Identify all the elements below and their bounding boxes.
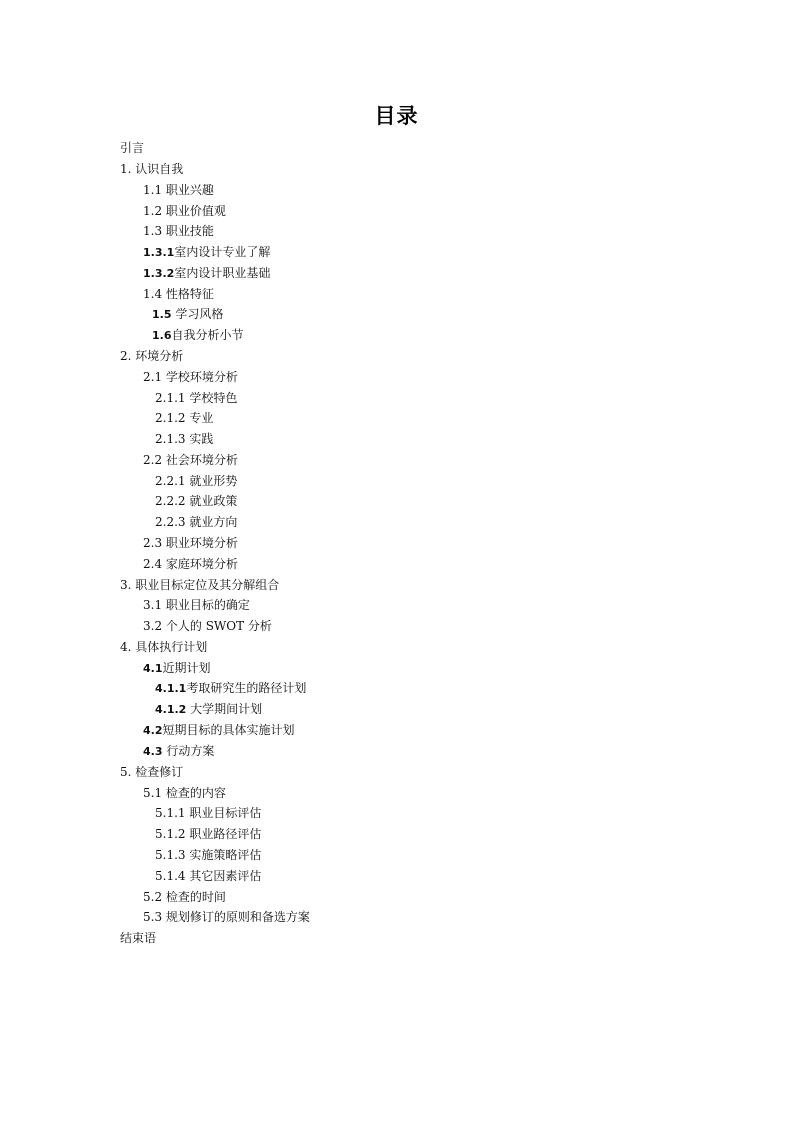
toc-entry-3-1: 3.1 职业目标的确定 bbox=[143, 598, 250, 612]
toc-entry-2-3: 2.3 职业环境分析 bbox=[143, 536, 238, 550]
toc-entry-1-3-2 bbox=[143, 265, 270, 282]
toc-entry-5-1-4: 5.1.4 其它因素评估 bbox=[155, 869, 262, 883]
toc-entry-1-2: 1.2 职业价值观 bbox=[143, 204, 226, 218]
toc-entry-5-1-3: 5.1.3 实施策略评估 bbox=[155, 848, 262, 862]
toc-entry-number: 1.3.1 bbox=[143, 246, 175, 259]
toc-entry-1-6 bbox=[152, 327, 244, 344]
toc-entry-number: 4.3 bbox=[143, 745, 163, 758]
toc-entry-4: 4. 具体执行计划 bbox=[120, 640, 208, 654]
toc-entry-5-1-1: 5.1.1 职业目标评估 bbox=[155, 806, 262, 820]
toc-entry-2-2-1: 2.2.1 就业形势 bbox=[155, 474, 238, 488]
toc-entry-5-2: 5.2 检查的时间 bbox=[143, 890, 226, 904]
toc-entry-2-4: 2.4 家庭环境分析 bbox=[143, 557, 238, 571]
toc-entry-label: 行动方案 bbox=[162, 744, 215, 758]
toc-entry-3: 3. 职业目标定位及其分解组合 bbox=[120, 578, 280, 592]
toc-entry-5-1-2: 5.1.2 职业路径评估 bbox=[155, 827, 262, 841]
toc-entry-label: 室内设计职业基础 bbox=[174, 266, 271, 280]
toc-entry-label: 短期目标的具体实施计划 bbox=[162, 723, 295, 737]
toc-entry-1-1: 1.1 职业兴趣 bbox=[143, 183, 214, 197]
toc-entry-label: 近期计划 bbox=[162, 661, 211, 675]
toc-entry-5-3: 5.3 规划修订的原则和备选方案 bbox=[143, 910, 310, 924]
toc-entry-4-1 bbox=[143, 660, 211, 677]
toc-entry-number: 4.1.2 bbox=[155, 703, 187, 716]
toc-entry-number: 1.3.2 bbox=[143, 267, 175, 280]
page-title: 目录 bbox=[374, 104, 419, 128]
toc-entry-4-1-2 bbox=[155, 701, 262, 718]
toc-entry-label: 考取研究生的路径计划 bbox=[186, 681, 307, 695]
toc-entry-2-1: 2.1 学校环境分析 bbox=[143, 370, 238, 384]
toc-entry-2-1-2: 2.1.2 专业 bbox=[155, 411, 214, 425]
toc-entry-1-5 bbox=[152, 306, 223, 323]
toc-entry-1-4: 1.4 性格特征 bbox=[143, 287, 214, 301]
toc-entry-2-2-2: 2.2.2 就业政策 bbox=[155, 494, 238, 508]
toc-entry-2-1-3: 2.1.3 实践 bbox=[155, 432, 214, 446]
toc-entry-1-3: 1.3 职业技能 bbox=[143, 224, 214, 238]
toc-entry-3-2: 3.2 个人的 SWOT 分析 bbox=[143, 619, 272, 633]
toc-entry-number: 4.2 bbox=[143, 724, 163, 737]
toc-entry-4-2 bbox=[143, 722, 295, 739]
toc-entry-1: 1. 认识自我 bbox=[120, 162, 184, 176]
toc-entry-number: 1.6 bbox=[152, 329, 172, 342]
toc-entry-2: 2. 环境分析 bbox=[120, 349, 184, 363]
toc-entry-2-1-1: 2.1.1 学校特色 bbox=[155, 391, 238, 405]
toc-entry-label: 自我分析小节 bbox=[171, 328, 244, 342]
toc-entry-5-1: 5.1 检查的内容 bbox=[143, 786, 226, 800]
toc-entry-number: 1.5 bbox=[152, 308, 172, 321]
toc-entry-label: 大学期间计划 bbox=[186, 702, 263, 716]
toc-entry-1-3-1 bbox=[143, 244, 270, 261]
toc-entry-intro: 引言 bbox=[120, 141, 145, 155]
toc-entry-label: 室内设计专业了解 bbox=[174, 245, 271, 259]
toc-entry-5: 5. 检查修订 bbox=[120, 765, 184, 779]
toc-entry-2-2: 2.2 社会环境分析 bbox=[143, 453, 238, 467]
toc-entry-4-3 bbox=[143, 743, 214, 760]
toc-entry-2-2-3: 2.2.3 就业方向 bbox=[155, 515, 238, 529]
toc-entry-4-1-1 bbox=[155, 680, 306, 697]
toc-entry-number: 4.1.1 bbox=[155, 682, 187, 695]
toc-entry-label: 学习风格 bbox=[171, 307, 224, 321]
toc-entry-number: 4.1 bbox=[143, 662, 163, 675]
toc-entry-conclusion: 结束语 bbox=[120, 931, 157, 945]
